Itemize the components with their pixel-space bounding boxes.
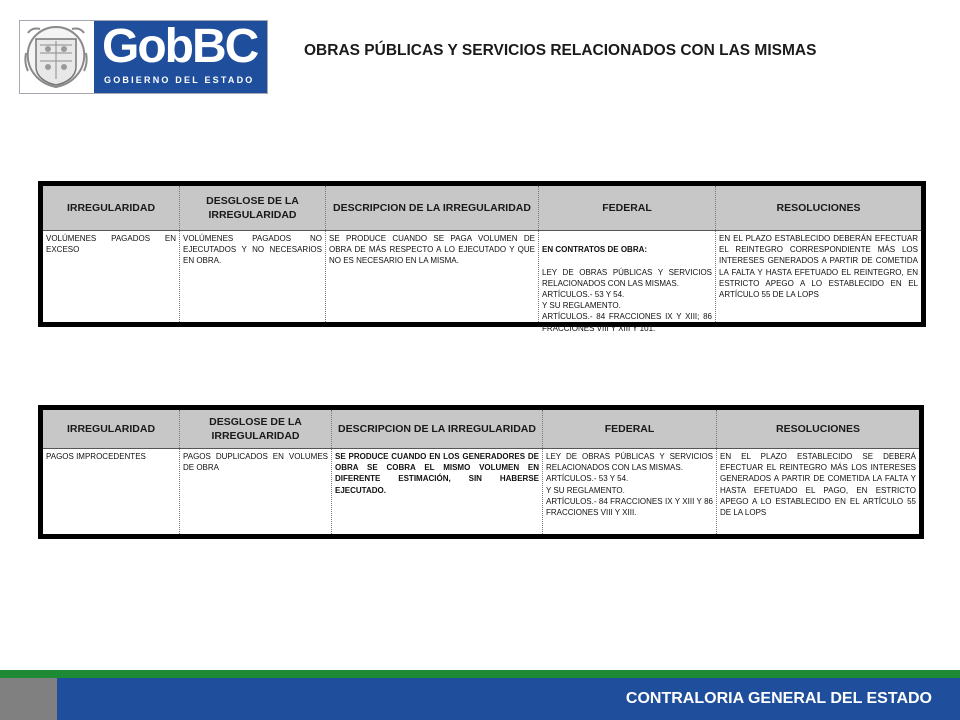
cell-desglose: PAGOS DUPLICADOS EN VOLUMES DE OBRA (179, 449, 331, 534)
gobbc-logo (19, 20, 268, 94)
cell-federal (538, 231, 715, 333)
irregularity-table-2 (38, 405, 924, 539)
federal-heading: EN CONTRATOS DE OBRA: (542, 245, 648, 255)
logo-wordmark (94, 21, 267, 93)
footer-green-stripe (0, 670, 960, 678)
col-header-irregularidad: IRREGULARIDAD (66, 423, 156, 435)
logo-sub-text: GOBIERNO DEL ESTADO (104, 75, 255, 85)
footer-gray-block (0, 678, 57, 720)
col-header-descripcion: DESCRIPCION DE LA IRREGULARIDAD (331, 410, 542, 448)
cell-desglose: VOLÚMENES PAGADOS NO EJECUTADOS Y NO NECESARIOS EN OBRA. (179, 231, 325, 322)
col-header-descripcion: DESCRIPCION DE LA IRREGULARIDAD (325, 186, 538, 230)
table-header (43, 410, 919, 448)
cell-resoluciones: EN EL PLAZO ESTABLECIDO SE DEBERÁ EFECTUAR EL REINTEGRO MÁS LOS INTERESES GENERADOS A PARTIR DE COMETIDA LA FALTA Y HASTA EFETUADO EL PAGO, EN ESTRICTO APEGO A LO ESTABLECIDO EN EL ARTÍCULO 55 DE LA LOPS (716, 449, 919, 534)
logo-main-text: GobBC (102, 20, 258, 73)
page-title: OBRAS PÚBLICAS Y SERVICIOS RELACIONADOS CON LAS MISMAS (304, 42, 817, 59)
table-header (43, 186, 921, 230)
federal-text: LEY DE OBRAS PÚBLICAS Y SERVICIOS RELACIONADOS CON LAS MISMAS. ARTÍCULOS.- 53 Y 54. Y SU REGLAMENTO. ARTÍCULOS.- 84 FRACCIONES IX Y XIII; 86 FRACCIONES VIII Y XIII Y 101. (542, 267, 712, 333)
irregularity-table-1 (38, 181, 926, 333)
cell-irregularidad: PAGOS IMPROCEDENTES (46, 452, 146, 461)
cell-federal: LEY DE OBRAS PÚBLICAS Y SERVICIOS RELACIONADOS CON LAS MISMAS. ARTÍCULOS.- 53 Y 54. Y SU REGLAMENTO. ARTÍCULOS.- 84 FRACCIONES IX Y XIII Y 86 FRACCIONES VIII Y XIII. (542, 449, 716, 534)
col-header-federal: FEDERAL (542, 410, 716, 448)
cell-resoluciones: EN EL PLAZO ESTABLECIDO DEBERÁN EFECTUAR EL REINTEGRO CORRESPONDIENTE MÁS LOS INTERESES GENERADOS A PARTIR DE COMETIDA LA FALTA Y HASTA EFETUADO EL REINTEGRO, EN ESTRICTO APEGO A LO ESTABLECIDO EN EL ARTÍCULO 55 DE LA LOPS (715, 231, 921, 322)
col-header-irregularidad: IRREGULARIDAD (66, 202, 156, 214)
col-header-desglose: DESGLOSE DE LA IRREGULARIDAD (179, 410, 331, 448)
state-seal-icon (22, 23, 91, 91)
table-row (43, 449, 919, 534)
col-header-resoluciones: RESOLUCIONES (715, 186, 921, 230)
col-header-resoluciones: RESOLUCIONES (716, 410, 919, 448)
cell-descripcion: SE PRODUCE CUANDO EN LOS GENERADORES DE OBRA SE COBRA EL MISMO VOLUMEN EN DIFERENTE ESTIMACIÓN, SIN HABERSE EJECUTADO. (331, 449, 542, 534)
col-header-federal: FEDERAL (538, 186, 715, 230)
table-row (43, 231, 921, 333)
cell-descripcion: SE PRODUCE CUANDO SE PAGA VOLUMEN DE OBRA DE MÁS RESPECTO A LO EJECUTADO Y QUE NO ES NECESARIO EN LA MISMA. (325, 231, 538, 322)
col-header-desglose: DESGLOSE DE LA IRREGULARIDAD (179, 186, 325, 230)
cell-irregularidad: VOLÚMENES PAGADOS EN EXCESO (46, 234, 176, 255)
footer-title: CONTRALORIA GENERAL DEL ESTADO (625, 690, 932, 707)
